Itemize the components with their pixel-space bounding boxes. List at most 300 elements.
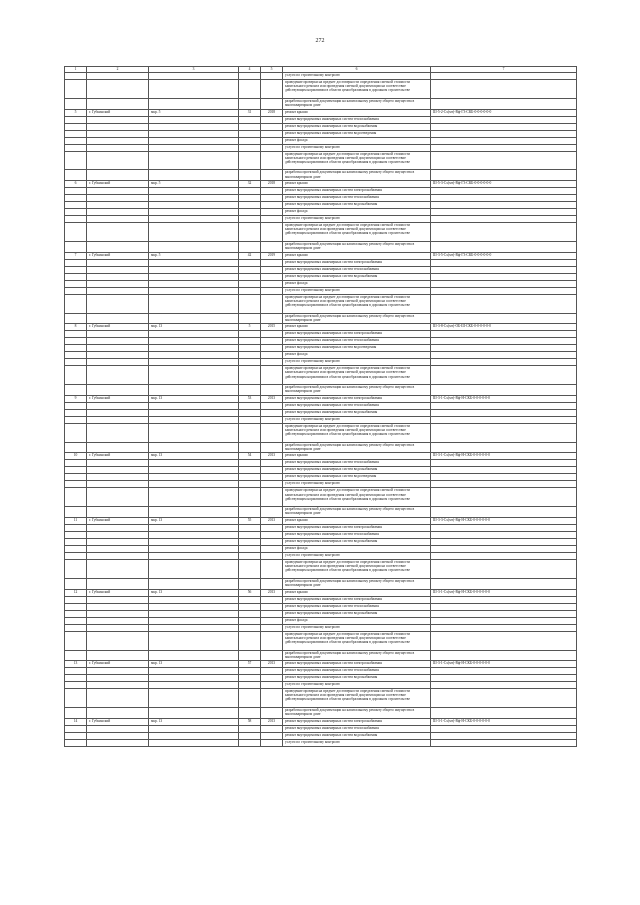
- code-cell: [431, 650, 577, 661]
- city-cell: [87, 242, 149, 253]
- row-number-cell: [65, 546, 87, 553]
- city-cell: [87, 708, 149, 719]
- year-cell: [261, 202, 283, 209]
- district-cell: мкр. 13: [149, 518, 239, 525]
- row-number-cell: [65, 345, 87, 352]
- house-cell: [239, 144, 261, 151]
- district-cell: [149, 560, 239, 579]
- row-number-cell: [65, 294, 87, 313]
- code-cell: [431, 366, 577, 385]
- city-cell: [87, 560, 149, 579]
- year-cell: [261, 675, 283, 682]
- row-number-cell: [65, 352, 87, 359]
- work-type-cell: разработка проектной документации на капитальному ремонту общего имущества в многоквартирном доме: [283, 507, 431, 518]
- house-cell: [239, 223, 261, 242]
- row-number-cell: [65, 624, 87, 631]
- table-row: [65, 553, 577, 560]
- house-cell: [239, 352, 261, 359]
- house-cell: [239, 532, 261, 539]
- house-cell: 31: [239, 109, 261, 116]
- table-row: [65, 546, 577, 553]
- code-cell: [431, 578, 577, 589]
- house-cell: [239, 116, 261, 123]
- year-cell: [261, 682, 283, 689]
- work-type-cell: ремонт крыши: [283, 109, 431, 116]
- house-cell: [239, 442, 261, 453]
- city-cell: [87, 80, 149, 99]
- code-cell: [431, 560, 577, 579]
- city-cell: [87, 144, 149, 151]
- work-type-cell: ремонт крыши: [283, 181, 431, 188]
- code-cell: [431, 631, 577, 650]
- work-type-cell: проведение проверки на предмет достоверности определения сметной стоимости капитального ремонта или проведения сметной документации на соответствие действующим нормативам в области ценообразования в дорожном строительстве: [283, 151, 431, 170]
- code-cell: [431, 313, 577, 324]
- code-cell: Ш-3-1-Сх(мт)-Вф-Н-СКБ-0-0-0-0-0-0: [431, 589, 577, 596]
- city-cell: [87, 525, 149, 532]
- table-row: [65, 423, 577, 442]
- house-cell: [239, 409, 261, 416]
- work-type-cell: ремонт внутридомовых инженерных систем водоотведения: [283, 474, 431, 481]
- row-number-cell: [65, 402, 87, 409]
- row-number-cell: 5: [65, 109, 87, 116]
- table-row: [65, 578, 577, 589]
- house-cell: [239, 80, 261, 99]
- work-type-cell: ремонт внутридомовых инженерных систем теплоснабжения: [283, 460, 431, 467]
- row-number-cell: [65, 553, 87, 560]
- district-cell: [149, 385, 239, 396]
- year-cell: [261, 610, 283, 617]
- row-number-cell: [65, 331, 87, 338]
- code-cell: [431, 123, 577, 130]
- year-cell: [261, 532, 283, 539]
- row-number-cell: [65, 610, 87, 617]
- district-cell: мкр. 5: [149, 109, 239, 116]
- district-cell: [149, 689, 239, 708]
- work-type-cell: разработка проектной документации на капитальному ремонту общего имущества в многоквартирном доме: [283, 170, 431, 181]
- district-cell: [149, 273, 239, 280]
- city-cell: г. Губкинский: [87, 109, 149, 116]
- district-cell: [149, 242, 239, 253]
- code-cell: [431, 352, 577, 359]
- code-cell: [431, 385, 577, 396]
- work-type-cell: ремонт внутридомовых инженерных систем теплоснабжения: [283, 532, 431, 539]
- house-cell: [239, 294, 261, 313]
- column-number: 2: [87, 67, 149, 73]
- house-cell: [239, 507, 261, 518]
- year-cell: 2013: [261, 718, 283, 725]
- year-cell: 2013: [261, 661, 283, 668]
- work-type-cell: разработка проектной документации на капитальному ремонту общего имущества в многоквартирном доме: [283, 385, 431, 396]
- district-cell: мкр. 13: [149, 589, 239, 596]
- city-cell: [87, 366, 149, 385]
- year-cell: 2018: [261, 181, 283, 188]
- district-cell: мкр. 13: [149, 324, 239, 331]
- work-type-cell: проведение проверки на предмет достоверности определения сметной стоимости капитального ремонта или проведения сметной документации на соответствие действующим нормативам в области ценообразования в дорожном строительстве: [283, 366, 431, 385]
- district-cell: [149, 423, 239, 442]
- district-cell: [149, 73, 239, 80]
- district-cell: [149, 402, 239, 409]
- table-row: [65, 624, 577, 631]
- table-row: [65, 137, 577, 144]
- table-row: [65, 188, 577, 195]
- code-cell: [431, 488, 577, 507]
- city-cell: [87, 610, 149, 617]
- code-cell: [431, 610, 577, 617]
- district-cell: мкр. 5: [149, 252, 239, 259]
- table-row: [65, 532, 577, 539]
- year-cell: [261, 366, 283, 385]
- code-cell: Ш-3-1-Сх(мт)-Вф-Н-СКБ-0-0-0-0-0-0: [431, 395, 577, 402]
- code-cell: [431, 732, 577, 739]
- table-row: [65, 718, 577, 725]
- table-row: [65, 460, 577, 467]
- house-cell: [239, 331, 261, 338]
- table-row: [65, 151, 577, 170]
- column-number: 6: [283, 67, 431, 73]
- work-type-cell: услуги по строительному контролю: [283, 144, 431, 151]
- city-cell: [87, 539, 149, 546]
- district-cell: [149, 294, 239, 313]
- district-cell: [149, 98, 239, 109]
- year-cell: 2013: [261, 518, 283, 525]
- city-cell: г. Губкинский: [87, 181, 149, 188]
- row-number-cell: [65, 488, 87, 507]
- row-number-cell: 9: [65, 395, 87, 402]
- column-number: 5: [261, 67, 283, 73]
- city-cell: г. Губкинский: [87, 395, 149, 402]
- house-cell: [239, 675, 261, 682]
- table-row: [65, 259, 577, 266]
- work-type-cell: ремонт внутридомовых инженерных систем водоснабжения: [283, 273, 431, 280]
- work-type-cell: услуги по строительному контролю: [283, 73, 431, 80]
- work-type-cell: ремонт внутридомовых инженерных систем теплоснабжения: [283, 668, 431, 675]
- house-cell: [239, 280, 261, 287]
- city-cell: [87, 195, 149, 202]
- row-number-cell: [65, 603, 87, 610]
- district-cell: [149, 345, 239, 352]
- district-cell: [149, 151, 239, 170]
- house-cell: [239, 313, 261, 324]
- row-number-cell: [65, 338, 87, 345]
- district-cell: [149, 202, 239, 209]
- row-number-cell: [65, 259, 87, 266]
- table-row: [65, 130, 577, 137]
- city-cell: [87, 442, 149, 453]
- code-cell: [431, 80, 577, 99]
- house-cell: [239, 366, 261, 385]
- row-number-cell: [65, 280, 87, 287]
- row-number-cell: [65, 385, 87, 396]
- table-row: [65, 366, 577, 385]
- work-type-cell: ремонт внутридомовых инженерных систем теплоснабжения: [283, 266, 431, 273]
- house-cell: [239, 98, 261, 109]
- table-row: [65, 216, 577, 223]
- code-cell: [431, 151, 577, 170]
- district-cell: [149, 259, 239, 266]
- code-cell: [431, 525, 577, 532]
- year-cell: [261, 481, 283, 488]
- city-cell: [87, 116, 149, 123]
- code-cell: [431, 331, 577, 338]
- year-cell: [261, 650, 283, 661]
- code-cell: [431, 259, 577, 266]
- row-number-cell: [65, 732, 87, 739]
- row-number-cell: [65, 525, 87, 532]
- row-number-cell: [65, 359, 87, 366]
- house-cell: [239, 553, 261, 560]
- table-row: [65, 123, 577, 130]
- row-number-cell: [65, 725, 87, 732]
- work-type-cell: ремонт крыши: [283, 453, 431, 460]
- year-cell: [261, 553, 283, 560]
- house-cell: [239, 624, 261, 631]
- work-type-cell: проведение проверки на предмет достоверности определения сметной стоимости капитального ремонта или проведения сметной документации на соответствие действующим нормативам в области ценообразования в дорожном строительстве: [283, 223, 431, 242]
- house-cell: [239, 338, 261, 345]
- row-number-cell: [65, 151, 87, 170]
- work-type-cell: услуги по строительному контролю: [283, 624, 431, 631]
- year-cell: [261, 209, 283, 216]
- row-number-cell: [65, 188, 87, 195]
- work-type-cell: проведение проверки на предмет достоверности определения сметной стоимости капитального ремонта или проведения сметной документации на соответствие действующим нормативам в области ценообразования в дорожном строительстве: [283, 631, 431, 650]
- district-cell: [149, 352, 239, 359]
- table-row: [65, 453, 577, 460]
- city-cell: [87, 739, 149, 746]
- row-number-cell: [65, 481, 87, 488]
- code-cell: [431, 416, 577, 423]
- house-cell: [239, 73, 261, 80]
- house-cell: [239, 689, 261, 708]
- district-cell: [149, 546, 239, 553]
- district-cell: [149, 416, 239, 423]
- district-cell: [149, 338, 239, 345]
- code-cell: Ш-3-3-Сх(мт)-Вф-Н-СКБ-0-0-0-0-0-0: [431, 518, 577, 525]
- row-number-cell: [65, 560, 87, 579]
- year-cell: [261, 223, 283, 242]
- year-cell: [261, 170, 283, 181]
- table-row: [65, 280, 577, 287]
- house-cell: 57: [239, 661, 261, 668]
- city-cell: [87, 507, 149, 518]
- table-row: [65, 617, 577, 624]
- year-cell: [261, 474, 283, 481]
- work-type-cell: ремонт внутридомовых инженерных систем водоснабжения: [283, 467, 431, 474]
- row-number-cell: [65, 460, 87, 467]
- work-type-cell: ремонт внутридомовых инженерных систем электроснабжения: [283, 395, 431, 402]
- city-cell: г. Губкинский: [87, 589, 149, 596]
- year-cell: [261, 624, 283, 631]
- code-cell: [431, 539, 577, 546]
- year-cell: [261, 313, 283, 324]
- house-cell: [239, 123, 261, 130]
- city-cell: [87, 209, 149, 216]
- work-type-cell: ремонт внутридомовых инженерных систем водоотведения: [283, 130, 431, 137]
- row-number-cell: 14: [65, 718, 87, 725]
- city-cell: г. Губкинский: [87, 718, 149, 725]
- code-cell: [431, 294, 577, 313]
- district-cell: [149, 481, 239, 488]
- year-cell: [261, 596, 283, 603]
- year-cell: [261, 242, 283, 253]
- district-cell: [149, 116, 239, 123]
- city-cell: [87, 553, 149, 560]
- table-row: [65, 359, 577, 366]
- code-cell: [431, 481, 577, 488]
- year-cell: [261, 732, 283, 739]
- table-row: [65, 442, 577, 453]
- district-cell: [149, 553, 239, 560]
- table-row: [65, 682, 577, 689]
- district-cell: [149, 507, 239, 518]
- table-row: [65, 467, 577, 474]
- code-cell: [431, 195, 577, 202]
- code-cell: [431, 242, 577, 253]
- row-number-cell: [65, 631, 87, 650]
- city-cell: [87, 123, 149, 130]
- row-number-cell: [65, 116, 87, 123]
- house-cell: [239, 195, 261, 202]
- work-type-cell: разработка проектной документации на капитальному ремонту общего имущества в многоквартирном доме: [283, 313, 431, 324]
- district-cell: [149, 610, 239, 617]
- city-cell: [87, 725, 149, 732]
- house-cell: 54: [239, 453, 261, 460]
- work-type-cell: ремонт крыши: [283, 518, 431, 525]
- year-cell: [261, 144, 283, 151]
- code-cell: [431, 338, 577, 345]
- code-cell: [431, 216, 577, 223]
- work-type-cell: ремонт внутридомовых инженерных систем электроснабжения: [283, 331, 431, 338]
- year-cell: [261, 460, 283, 467]
- year-cell: [261, 151, 283, 170]
- row-number-cell: [65, 123, 87, 130]
- table-row: [65, 242, 577, 253]
- city-cell: [87, 474, 149, 481]
- code-cell: [431, 137, 577, 144]
- work-type-cell: ремонт крыши: [283, 589, 431, 596]
- district-cell: [149, 732, 239, 739]
- row-number-cell: [65, 130, 87, 137]
- code-cell: Ш-5-3-Сх(мт)-Вф-Г3-СКБ-0-0-0-0-0-0: [431, 181, 577, 188]
- work-type-cell: разработка проектной документации на капитальному ремонту общего имущества в многоквартирном доме: [283, 242, 431, 253]
- year-cell: [261, 216, 283, 223]
- table-row: [65, 181, 577, 188]
- row-number-cell: [65, 80, 87, 99]
- house-cell: [239, 708, 261, 719]
- city-cell: [87, 631, 149, 650]
- work-type-cell: ремонт внутридомовых инженерных систем теплоснабжения: [283, 725, 431, 732]
- work-type-cell: ремонт внутридомовых инженерных систем водоснабжения: [283, 123, 431, 130]
- district-cell: [149, 331, 239, 338]
- code-cell: Ш-3-1-Сх(мт)-Вф-Н-СКБ-0-0-0-0-0-0: [431, 718, 577, 725]
- year-cell: [261, 689, 283, 708]
- district-cell: [149, 631, 239, 650]
- year-cell: [261, 259, 283, 266]
- row-number-cell: [65, 216, 87, 223]
- row-number-cell: 7: [65, 252, 87, 259]
- city-cell: [87, 603, 149, 610]
- house-cell: [239, 725, 261, 732]
- table-row: [65, 144, 577, 151]
- district-cell: [149, 739, 239, 746]
- table-row: [65, 488, 577, 507]
- city-cell: г. Губкинский: [87, 518, 149, 525]
- year-cell: [261, 578, 283, 589]
- year-cell: [261, 116, 283, 123]
- row-number-cell: [65, 739, 87, 746]
- district-cell: [149, 195, 239, 202]
- city-cell: [87, 273, 149, 280]
- year-cell: [261, 739, 283, 746]
- city-cell: г. Губкинский: [87, 252, 149, 259]
- district-cell: [149, 137, 239, 144]
- code-cell: [431, 708, 577, 719]
- code-cell: [431, 532, 577, 539]
- year-cell: [261, 467, 283, 474]
- city-cell: [87, 689, 149, 708]
- city-cell: [87, 266, 149, 273]
- row-number-cell: [65, 474, 87, 481]
- table-row: [65, 603, 577, 610]
- house-cell: [239, 423, 261, 442]
- year-cell: [261, 488, 283, 507]
- row-number-cell: [65, 416, 87, 423]
- code-cell: [431, 739, 577, 746]
- work-type-cell: ремонт внутридомовых инженерных систем водоснабжения: [283, 732, 431, 739]
- work-type-cell: проведение проверки на предмет достоверности определения сметной стоимости капитального ремонта или проведения сметной документации на соответствие действующим нормативам в области ценообразования в дорожном строительстве: [283, 560, 431, 579]
- table-row: [65, 518, 577, 525]
- house-cell: 58: [239, 718, 261, 725]
- city-cell: [87, 151, 149, 170]
- year-cell: [261, 266, 283, 273]
- code-cell: [431, 467, 577, 474]
- table-row: [65, 631, 577, 650]
- city-cell: [87, 423, 149, 442]
- house-cell: [239, 610, 261, 617]
- table-row: [65, 661, 577, 668]
- work-type-cell: разработка проектной документации на капитальному ремонту общего имущества в многоквартирном доме: [283, 442, 431, 453]
- district-cell: [149, 488, 239, 507]
- table-row: [65, 395, 577, 402]
- table-row: [65, 416, 577, 423]
- work-type-cell: ремонт внутридомовых инженерных систем электроснабжения: [283, 718, 431, 725]
- city-cell: [87, 650, 149, 661]
- house-cell: [239, 402, 261, 409]
- house-cell: [239, 137, 261, 144]
- code-cell: [431, 442, 577, 453]
- code-cell: [431, 546, 577, 553]
- house-cell: [239, 732, 261, 739]
- house-cell: [239, 170, 261, 181]
- district-cell: мкр. 13: [149, 453, 239, 460]
- work-type-cell: услуги по строительному контролю: [283, 287, 431, 294]
- code-cell: [431, 202, 577, 209]
- work-type-cell: проведение проверки на предмет достоверности определения сметной стоимости капитального ремонта или проведения сметной документации на соответствие действующим нормативам в области ценообразования в дорожном строительстве: [283, 80, 431, 99]
- table-row: [65, 732, 577, 739]
- year-cell: [261, 725, 283, 732]
- city-cell: [87, 532, 149, 539]
- table-row: [65, 109, 577, 116]
- district-cell: [149, 223, 239, 242]
- code-cell: [431, 273, 577, 280]
- district-cell: [149, 442, 239, 453]
- table-row: [65, 294, 577, 313]
- table-row: [65, 338, 577, 345]
- year-cell: [261, 352, 283, 359]
- work-type-cell: ремонт внутридомовых инженерных систем электроснабжения: [283, 596, 431, 603]
- house-cell: 56: [239, 589, 261, 596]
- city-cell: г. Губкинский: [87, 324, 149, 331]
- year-cell: [261, 539, 283, 546]
- row-number-cell: [65, 202, 87, 209]
